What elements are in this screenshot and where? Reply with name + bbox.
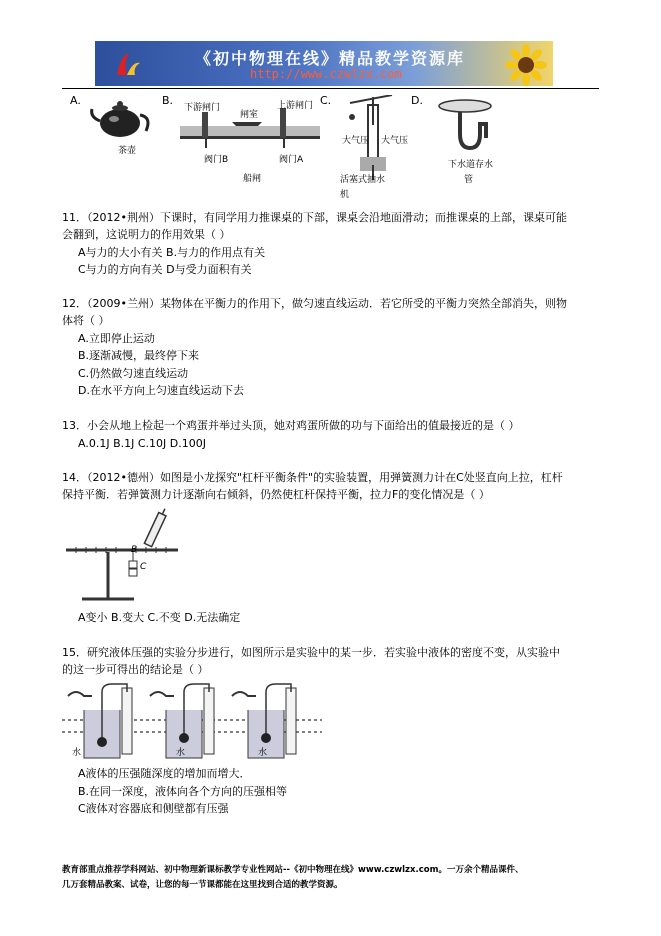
- q15-text-line2: 的这一步可得出的结论是（ ）: [62, 663, 209, 676]
- drain-caption: 下水道存水: [448, 160, 494, 170]
- option-d-label: D.: [411, 94, 423, 107]
- ship-lock-caption: 船闸: [243, 174, 262, 184]
- downstream-gate-label: 下游闸门: [184, 103, 221, 113]
- header-banner: [95, 41, 553, 86]
- teapot-figure: [88, 95, 158, 140]
- header-divider: [62, 88, 599, 89]
- water-label-3: 水: [258, 748, 268, 758]
- pump-caption-2: 机: [340, 190, 350, 200]
- pump-caption: 活塞式抽水: [340, 175, 386, 185]
- q15-text-line1: 15．研究液体压强的实验分步进行，如图所示是实验中的某一步．若实验中液体的密度不变，从实验中: [62, 646, 560, 659]
- q15-option-c: C液体对容器底和侧壁都有压强: [78, 802, 229, 815]
- q14-text-line1: 14．（2012•德州）如图是小龙探究"杠杆平衡条件"的实验装置，用弹簧测力计在C处竖直向上拉，杠杆: [62, 471, 563, 484]
- valve-a-label: 阀门A: [279, 155, 304, 165]
- sunflower-icon: [505, 44, 547, 86]
- q15-option-a: A液体的压强随深度的增加而增大．: [78, 767, 251, 780]
- logo-icon: [113, 49, 143, 79]
- q15-option-b: B.在同一深度，液体向各个方向的压强相等: [78, 785, 288, 798]
- q14-text-line2: 保持平衡．若弹簧测力计逐渐向右倾斜，仍然使杠杆保持平衡，拉力F的变化情况是（ ）: [62, 488, 490, 501]
- valve-b-label: 阀门B: [204, 155, 229, 165]
- water-label-2: 水: [176, 748, 186, 758]
- banner-url[interactable]: http://www.czwlzx.com: [250, 67, 402, 81]
- footer-line1: 教育部重点推荐学科网站、初中物理新课标教学专业性网站--《初中物理在线》www.czwlzx.com。一万余个精品课件、: [62, 865, 524, 875]
- q11-text-line1: 11．（2012•荆州）下课时，有同学用力推课桌的下部，课桌会沿地面滑动；而推课桌的上部，课桌可能: [62, 211, 567, 224]
- q13-options: A.0.1J B.1J C.10J D.100J: [78, 437, 206, 450]
- drain-caption-2: 管: [464, 175, 474, 185]
- q12-option-c: C.仍然做匀速直线运动: [78, 367, 189, 380]
- atm-label-1: 大气压: [342, 136, 370, 146]
- atm-label-2: 大气压: [381, 136, 409, 146]
- lever-figure: [62, 505, 182, 605]
- q12-text-line1: 12．（2009•兰州）某物体在平衡力的作用下，做匀速直线运动．若它所受的平衡力突然全部消失，则物: [62, 297, 567, 310]
- water-label-1: 水: [72, 748, 82, 758]
- option-b-label: B.: [162, 94, 174, 107]
- option-c-label: C.: [320, 94, 332, 107]
- q12-text-line2: 体将（ ）: [62, 314, 110, 327]
- q11-options-2: C与力的方向有关 D与受力面积有关: [78, 263, 252, 276]
- liquid-pressure-figure: [62, 682, 322, 764]
- teapot-caption: 茶壶: [118, 146, 137, 156]
- footer-line2: 几万套精品教案、试卷，让您的每一节课都能在这里找到合适的教学资源。: [62, 880, 343, 890]
- banner-title: 《初中物理在线》精品教学资源库: [195, 49, 466, 68]
- lock-chamber-label: 闸室: [240, 110, 259, 120]
- q14-label-c: C: [140, 562, 147, 572]
- q14-label-b: B: [131, 545, 138, 555]
- q12-option-d: D.在水平方向上匀速直线运动下去: [78, 384, 244, 397]
- q11-text-line2: 会翻到，这说明力的作用效果（ ）: [62, 228, 231, 241]
- upstream-gate-label: 上游闸门: [277, 101, 314, 111]
- q13-text: 13．小会从地上检起一个鸡蛋并举过头顶，她对鸡蛋所做的功与下面给出的值最接近的是（ ）: [62, 419, 520, 432]
- drain-trap-figure: [430, 98, 500, 158]
- q12-option-b: B.逐渐减慢，最终停下来: [78, 349, 200, 362]
- option-a-label: A.: [70, 94, 81, 107]
- q12-option-a: A.立即停止运动: [78, 332, 155, 345]
- q14-options: A变小 B.变大 C.不变 D.无法确定: [78, 611, 241, 624]
- q11-options-1: A与力的大小有关 B.与力的作用点有关: [78, 246, 266, 259]
